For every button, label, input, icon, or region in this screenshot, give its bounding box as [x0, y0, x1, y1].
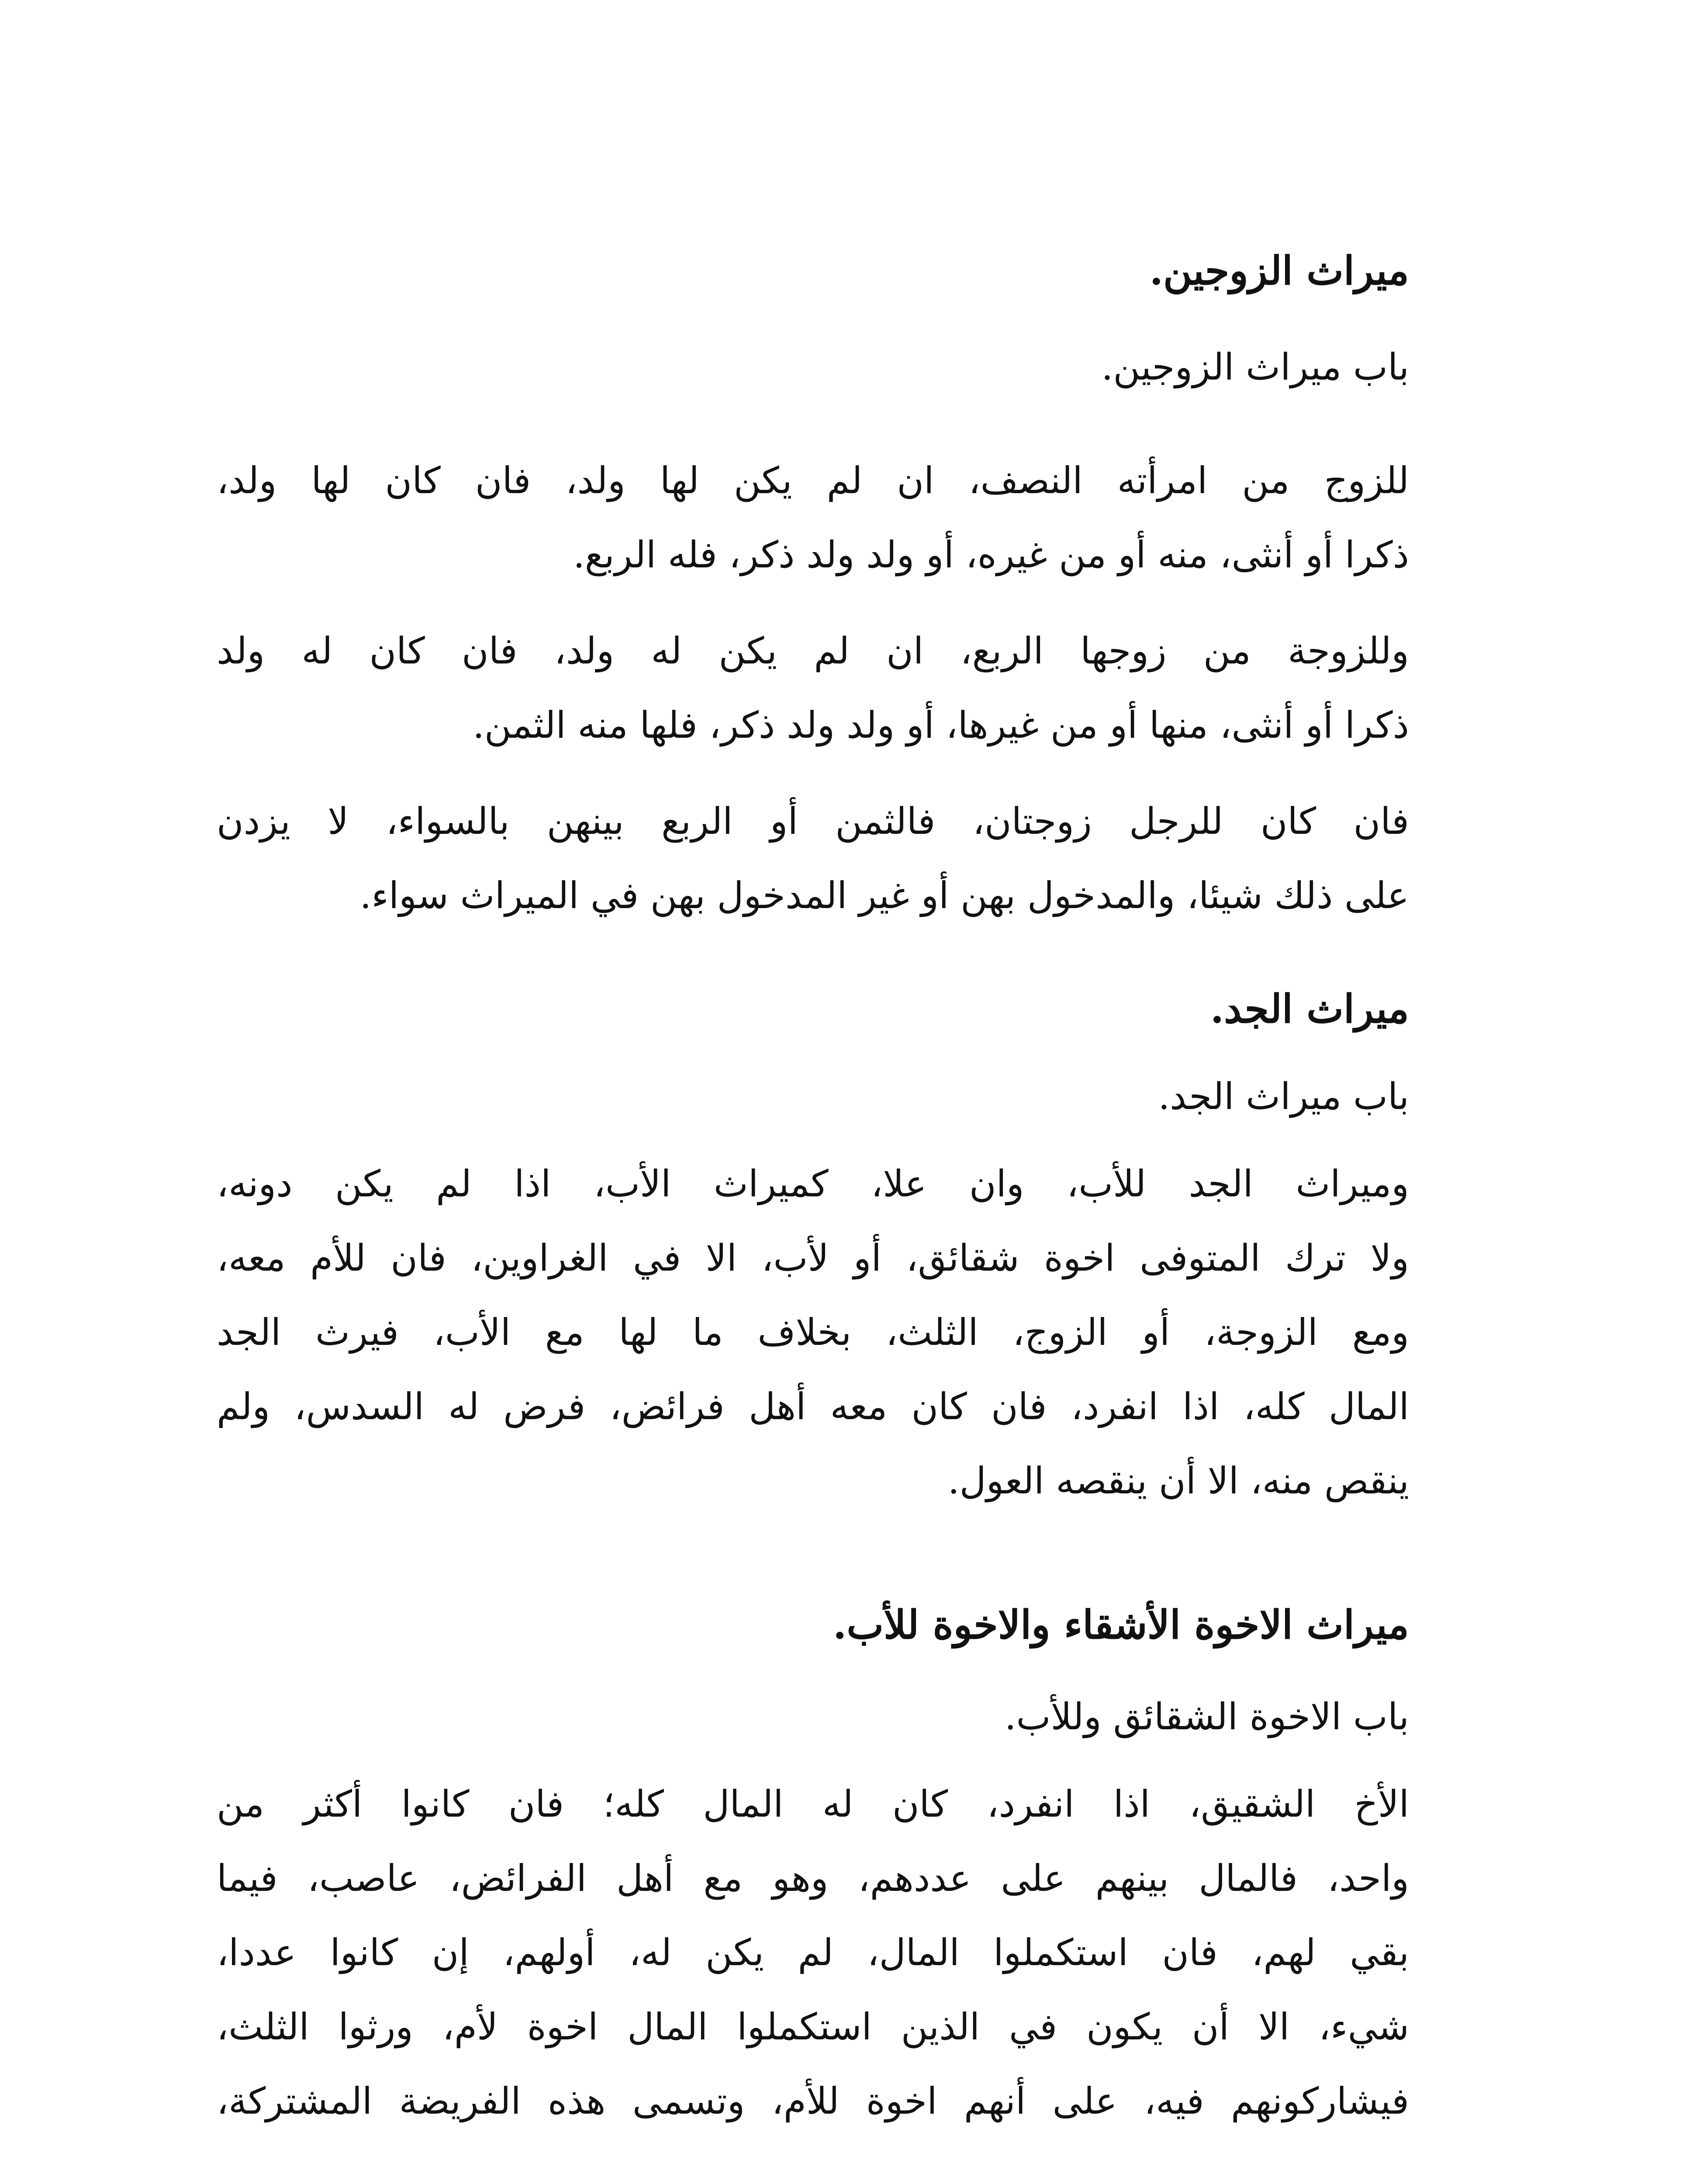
section-subheading-grandfather: باب ميراث الجد.: [1158, 1075, 1409, 1118]
section-subheading-brothers: باب الاخوة الشقائق وللأب.: [1004, 1695, 1409, 1738]
section-heading-brothers: ميراث الاخوة الأشقاء والاخوة للأب.: [833, 1602, 1409, 1648]
paragraph-line: ولا ترك المتوفى اخوة شقائق، أو لأب، الا في الغراوين، فان للأم معه،: [217, 1237, 1409, 1279]
paragraph-line: ذكرا أو أنثى، منها أو من غيرها، أو ولد ولد ذكر، فلها منه الثمن.: [473, 704, 1409, 746]
paragraph-line: فيشاركونهم فيه، على أنهم اخوة للأم، وتسمى هذه الفريضة المشتركة،: [217, 2080, 1409, 2122]
section-heading-grandfather: ميراث الجد.: [1210, 986, 1409, 1032]
paragraph-line: المال كله، اذا انفرد، فان كان معه أهل فرائض، فرض له السدس، ولم: [217, 1385, 1409, 1428]
paragraph-line: للزوج من امرأته النصف، ان لم يكن لها ولد، فان كان لها ولد،: [217, 459, 1409, 502]
paragraph-line: واحد، فالمال بينهم على عددهم، وهو مع أهل الفرائض، عاصب، فيما: [217, 1857, 1409, 1900]
paragraph-line: ذكرا أو أنثى، منه أو من غيره، أو ولد ولد ذكر، فله الربع.: [573, 533, 1409, 576]
section-subheading-spouses: باب ميراث الزوجين.: [1101, 346, 1409, 388]
paragraph-line: وللزوجة من زوجها الربع، ان لم يكن له ولد، فان كان له ولد: [217, 629, 1409, 672]
paragraph-line: على ذلك شيئا، والمدخول بهن أو غير المدخول بهن في الميراث سواء.: [359, 874, 1409, 917]
paragraph-line: وميراث الجد للأب، وان علا، كميراث الأب، اذا لم يكن دونه،: [217, 1162, 1409, 1205]
paragraph-line: شيء، الا أن يكون في الذين استكملوا المال اخوة لأم، ورثوا الثلث،: [217, 2005, 1409, 2048]
paragraph-line: ينقص منه، الا أن ينقصه العول.: [947, 1459, 1409, 1502]
paragraph-line: ومع الزوجة، أو الزوج، الثلث، بخلاف ما لها مع الأب، فيرث الجد: [217, 1311, 1409, 1354]
paragraph-line: الأخ الشقيق، اذا انفرد، كان له المال كله؛ فان كانوا أكثر من: [217, 1783, 1409, 1825]
paragraph-line: فان كان للرجل زوجتان، فالثمن أو الربع بينهن بالسواء، لا يزدن: [217, 800, 1409, 843]
section-heading-spouses: ميراث الزوجين.: [1149, 248, 1409, 294]
paragraph-line: بقي لهم، فان استكملوا المال، لم يكن له، أولهم، إن كانوا عددا،: [217, 1931, 1409, 1974]
